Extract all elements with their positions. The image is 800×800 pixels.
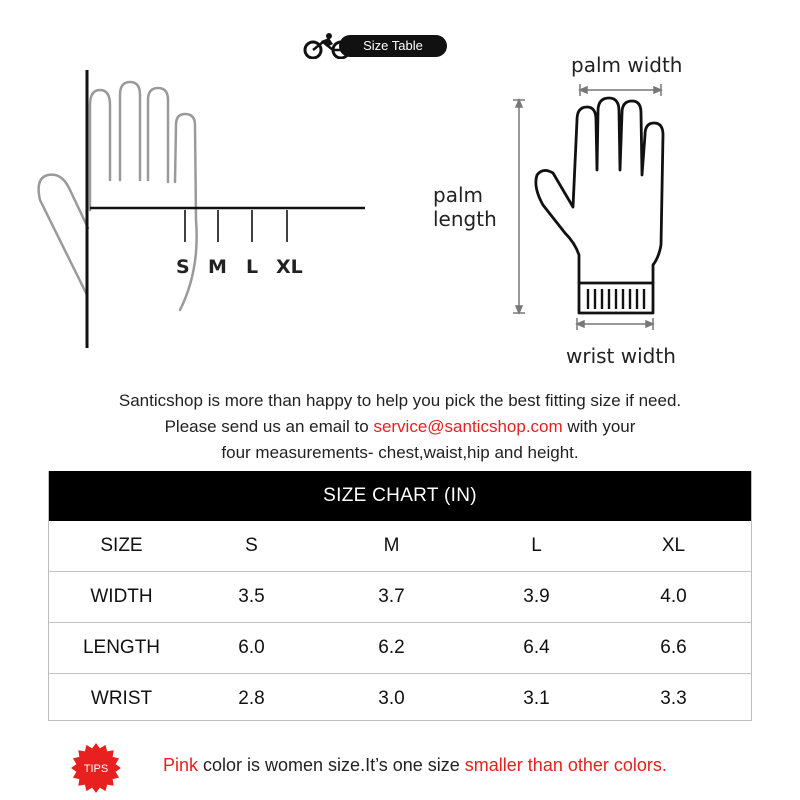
table-cell: 3.7: [378, 586, 405, 607]
tips-badge-label: TIPS: [83, 763, 109, 775]
help-line-3: four measurements- chest,waist,hip and height.: [221, 443, 579, 462]
size-chart-title: SIZE CHART (IN): [49, 471, 751, 521]
help-message: [40, 388, 760, 466]
row-label: WRIST: [90, 688, 153, 709]
tips-smaller-text: smaller than other colors.: [464, 755, 667, 775]
table-cell: 3.9: [523, 586, 550, 607]
tips-message: [163, 755, 667, 776]
table-cell: 3.5: [238, 586, 265, 607]
table-row: [49, 623, 751, 674]
header-cell: S: [245, 535, 258, 556]
tips-pink-word: Pink: [163, 755, 199, 775]
glove-icon: [425, 45, 725, 375]
size-chart-table: [48, 471, 752, 721]
hand-measure-diagram: [30, 70, 380, 350]
size-l-label: L: [246, 256, 259, 278]
palm-length-label-1: palm: [433, 183, 483, 207]
glove-measure-diagram: [425, 45, 725, 375]
header-cell: XL: [661, 535, 686, 556]
help-line-2-post: with your: [562, 417, 636, 436]
help-line-2-pre: Please send us an email to: [164, 417, 374, 436]
table-cell: 3.0: [378, 688, 405, 709]
support-email-link[interactable]: service@santicshop.com: [373, 417, 563, 436]
row-label: LENGTH: [82, 637, 161, 658]
tips-middle-text: color is women size.It’s one size: [198, 755, 465, 775]
table-row: [49, 674, 751, 724]
table-row: [49, 572, 751, 623]
table-cell: 2.8: [238, 688, 265, 709]
table-cell: 3.3: [660, 688, 687, 709]
size-s-label: S: [176, 256, 190, 278]
table-cell: 6.0: [238, 637, 265, 658]
header-cell: M: [383, 535, 400, 556]
hand-outline-icon: [30, 70, 380, 350]
help-line-2: [40, 414, 760, 440]
help-line-1: Santicshop is more than happy to help you pick the best fitting size if need.: [118, 391, 682, 410]
tips-badge: [70, 742, 122, 794]
size-table-label: Size Table: [339, 35, 447, 57]
size-xl-label: XL: [276, 256, 303, 278]
palm-length-label-2: length: [433, 207, 497, 231]
table-cell: 6.6: [660, 637, 687, 658]
table-header-row: [49, 521, 751, 572]
wrist-width-label: wrist width: [566, 344, 676, 368]
table-cell: 3.1: [523, 688, 550, 709]
table-cell: 6.4: [523, 637, 550, 658]
size-m-label: M: [208, 256, 227, 278]
starburst-icon: [70, 742, 122, 794]
header-cell: L: [531, 535, 542, 556]
row-label: WIDTH: [90, 586, 153, 607]
table-cell: 6.2: [378, 637, 405, 658]
palm-width-label: palm width: [571, 53, 683, 77]
header-cell: SIZE: [100, 535, 143, 556]
table-cell: 4.0: [660, 586, 687, 607]
